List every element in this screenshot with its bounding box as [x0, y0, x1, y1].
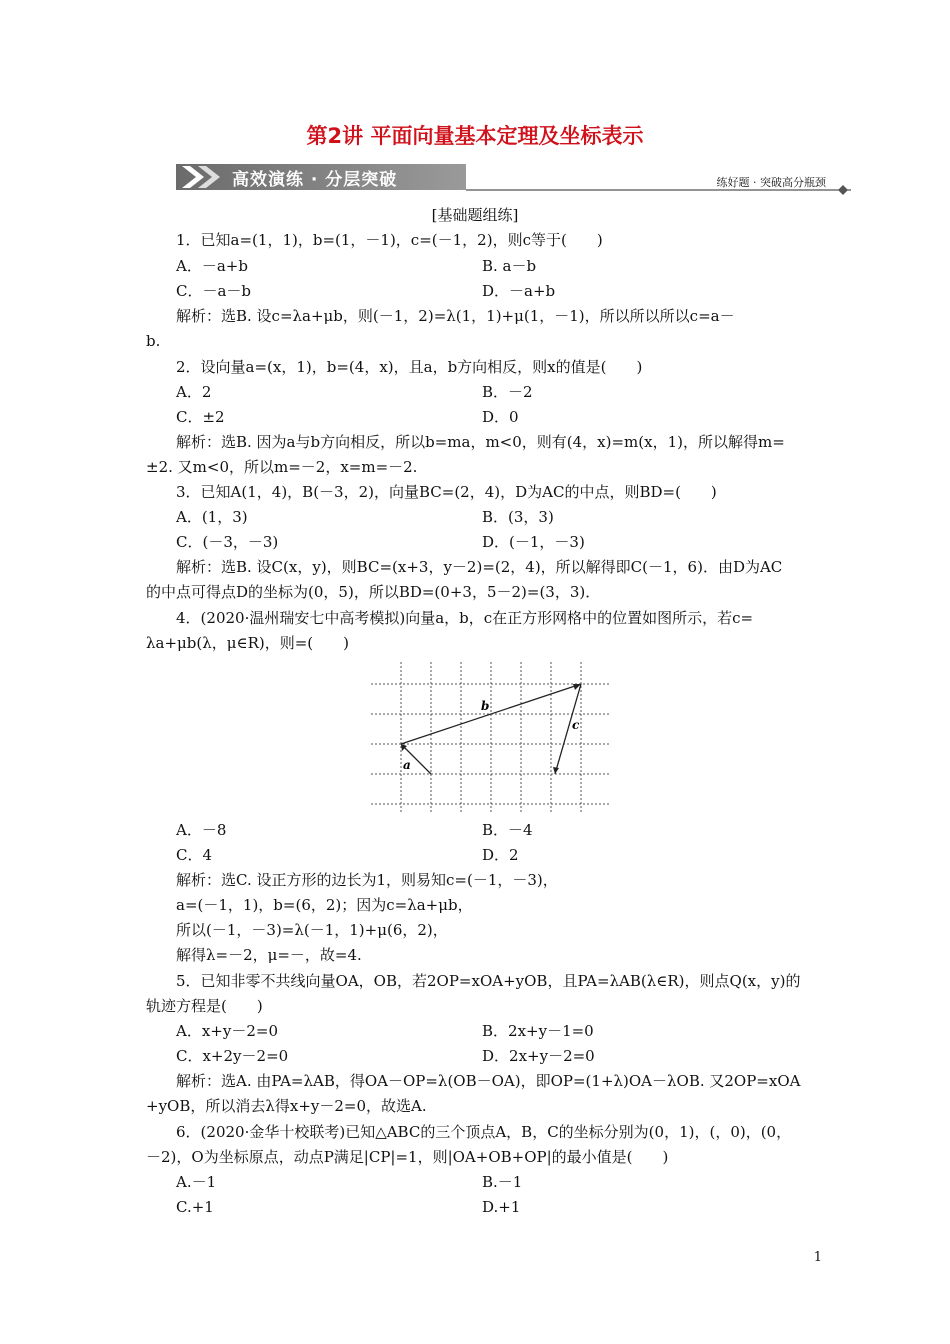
- option-b: B．(3，3): [482, 508, 554, 526]
- solution-line: 的中点可得点D的坐标为(0，5)，所以BD=(0+3，5－2)=(3，3)．: [146, 583, 601, 601]
- question-6: 6．(2020·金华十校联考)已知△ABC的三个顶点A，B，C的坐标分别为(0，1)，(，0)，(0，: [176, 1123, 792, 1141]
- question-4: 4．(2020·温州瑞安七中高考模拟)向量a，b，c在正方形网格中的位置如图所示，若c=: [176, 609, 754, 627]
- option-d: D.+1: [482, 1198, 521, 1216]
- arrowhead-c: [553, 767, 559, 774]
- solution-line: a=(－1，1)，b=(6，2)；因为c=λa+μb，: [176, 896, 473, 914]
- option-a: A．2: [176, 383, 212, 401]
- page-title: 第2讲 平面向量基本定理及坐标表示: [306, 124, 644, 148]
- option-c: C．4: [176, 846, 213, 864]
- option-d: D．2x+y－2=0: [482, 1047, 595, 1065]
- option-c: C．(－3，－3): [176, 533, 279, 551]
- option-a: A．(1，3): [176, 508, 248, 526]
- option-d: D．－a+b: [482, 282, 556, 300]
- solution-line: 解析：选B. 设C(x，y)，则BC=(x+3，y－2)=(2，4)，所以解得即C(－1，6)．由D为AC: [176, 558, 783, 576]
- section-heading: [基础题组练]: [431, 206, 519, 224]
- solution-line: +yOB，所以消去λ得x+y－2=0，故选A.: [146, 1097, 427, 1115]
- option-d: D．(－1，－3): [482, 533, 585, 551]
- solution-line: b.: [146, 332, 161, 350]
- option-a: A．x+y－2=0: [176, 1022, 278, 1040]
- solution-line: 解得λ=－2，μ=－，故=4.: [176, 946, 362, 964]
- solution-line: 解析：选C. 设正方形的边长为1，则易知c=(－1，－3)，: [176, 871, 558, 889]
- banner-tagline: 练好题 · 突破高分瓶颈: [716, 176, 826, 189]
- vector-grid-figure: [371, 662, 609, 812]
- solution-line: 解析：选B. 设c=λa+μb，则(－1，2)=λ(1，1)+μ(1，－1)，所以所以所以c=a－: [176, 307, 735, 325]
- option-b: B. a－b: [482, 257, 537, 275]
- question-4-cont: λa+μb(λ，μ∈R)，则=( ): [146, 634, 349, 652]
- solution-line: 解析：选B. 因为a与b方向相反，所以b=ma，m<0，则有(4，x)=m(x，1)，所以解得m=: [176, 433, 785, 451]
- option-b: B.－1: [482, 1173, 523, 1191]
- banner-label: 高效演练 · 分层突破: [232, 170, 398, 190]
- question-2: 2．设向量a=(x，1)，b=(4，x)，且a，b方向相反，则x的值是( ): [176, 358, 643, 376]
- question-5: 5．已知非零不共线向量OA，OB，若2OP=xOA+yOB，且PA=λAB(λ∈R)，则点Q(x，y)的: [176, 972, 801, 990]
- option-c: C．x+2y－2=0: [176, 1047, 289, 1065]
- question-1: 1．已知a=(1，1)，b=(1，－1)，c=(－1，2)，则c等于( ): [176, 231, 603, 249]
- label-b: b: [481, 699, 490, 713]
- option-a: A．－a+b: [176, 257, 248, 275]
- option-d: D．0: [482, 408, 519, 426]
- label-c: c: [572, 718, 580, 732]
- option-b: B．－2: [482, 383, 533, 401]
- question-5-cont: 轨迹方程是( ): [146, 997, 263, 1015]
- option-b: B．2x+y－1=0: [482, 1022, 594, 1040]
- option-a: A．－8: [176, 821, 227, 839]
- option-c: C．－a－b: [176, 282, 252, 300]
- option-a: A.－1: [176, 1173, 217, 1191]
- question-3: 3．已知A(1，4)，B(－3，2)，向量BC=(2，4)，D为AC的中点，则BD=( ): [176, 483, 717, 501]
- option-b: B．－4: [482, 821, 533, 839]
- label-a: a: [403, 758, 411, 772]
- option-d: D．2: [482, 846, 519, 864]
- option-c: C．±2: [176, 408, 225, 426]
- solution-line: 所以(－1，－3)=λ(－1，1)+μ(6，2)，: [176, 921, 448, 939]
- page-number: 1: [813, 1250, 822, 1265]
- solution-line: ±2. 又m<0，所以m=－2，x=m=－2.: [146, 458, 418, 476]
- question-6-cont: －2)，O为坐标原点，动点P满足|CP|=1，则|OA+OB+OP|的最小值是( ): [146, 1148, 669, 1166]
- option-c: C.+1: [176, 1198, 214, 1216]
- solution-line: 解析：选A. 由PA=λAB，得OA－OP=λ(OB－OA)，即OP=(1+λ)OA－λOB. 又2OP=xOA: [176, 1072, 801, 1090]
